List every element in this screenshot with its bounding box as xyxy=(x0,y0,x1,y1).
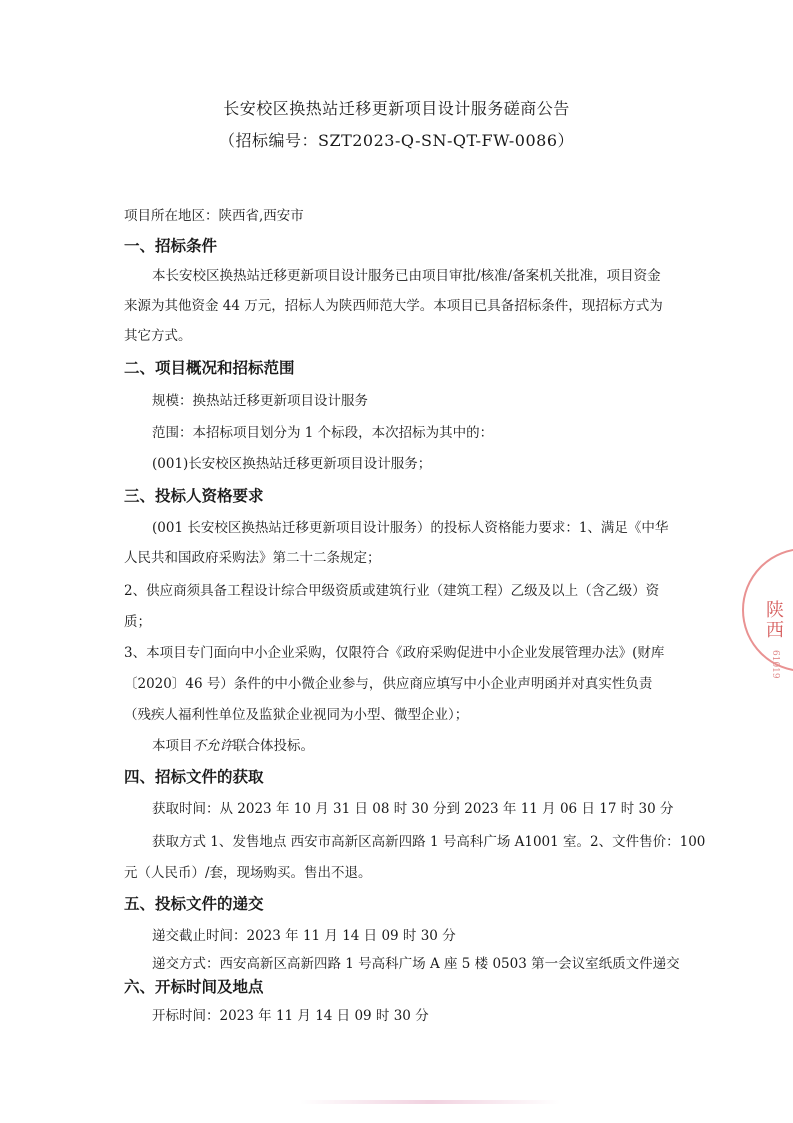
acquire-method: 获取方式 1、发售地点 西安市高新区高新四路 1 号高科广场 A1001 室。2、文件售价：100 xyxy=(152,834,706,850)
paragraph-line: 其它方式。 xyxy=(124,328,192,344)
paragraph-line: （残疾人福利性单位及监狱企业视同为小型、微型企业）； xyxy=(124,707,469,723)
section-heading-opening: 六、开标时间及地点 xyxy=(124,977,264,996)
paragraph-line: 元（人民币）/套，现场购买。售出不退。 xyxy=(124,865,372,881)
section-heading-documents: 四、招标文件的获取 xyxy=(124,767,264,786)
section-heading-overview: 二、项目概况和招标范围 xyxy=(124,358,295,377)
consortium-text: 联合体投标。 xyxy=(233,738,314,754)
paragraph-line: 〔2020〕46 号）条件的中小微企业参与，供应商应填写中小企业声明函并对真实性负责 xyxy=(124,676,653,692)
acquire-time: 获取时间：从 2023 年 10 月 31 日 08 时 30 分到 2023 年 11 月 06 日 17 时 30 分 xyxy=(152,801,674,817)
section-heading-qualification: 三、投标人资格要求 xyxy=(124,486,264,505)
paragraph-line: 质； xyxy=(124,614,151,630)
scan-smudge xyxy=(300,1100,560,1104)
project-region: 项目所在地区：陕西省,西安市 xyxy=(124,208,304,224)
submission-method: 递交方式：西安高新区高新四路 1 号高科广场 A 座 5 楼 0503 第一会议室纸质文件递交 xyxy=(152,956,680,972)
consortium-emphasis: 不允许 xyxy=(192,738,233,754)
tender-code: （招标编号：SZT2023-Q-SN-QT-FW-0086） xyxy=(219,131,574,150)
submission-deadline: 递交截止时间：2023 年 11 月 14 日 09 时 30 分 xyxy=(152,928,456,944)
consortium-text: 本项目 xyxy=(152,738,193,754)
paragraph-line: (001 长安校区换热站迁移更新项目设计服务）的投标人资格能力要求：1、满足《中华 xyxy=(152,520,669,536)
paragraph-line: 本长安校区换热站迁移更新项目设计服务已由项目审批/核准/备案机关批准，项目资金 xyxy=(152,268,661,284)
seal-text: 陕西 xyxy=(763,600,784,640)
document-title: 长安校区换热站迁移更新项目设计服务磋商公告 xyxy=(223,99,570,118)
seal-number: 61019 xyxy=(770,650,780,679)
project-scale: 规模：换热站迁移更新项目设计服务 xyxy=(152,393,368,409)
paragraph-line: 2、供应商须具备工程设计综合甲级资质或建筑行业（建筑工程）乙级及以上（含乙级）资 xyxy=(124,583,660,599)
consortium-note xyxy=(152,734,314,754)
section-heading-conditions: 一、招标条件 xyxy=(124,236,218,255)
section-heading-submission: 五、投标文件的递交 xyxy=(124,894,264,913)
paragraph-line: 3、本项目专门面向中小企业采购，仅限符合《政府采购促进中小企业发展管理办法》(财库 xyxy=(124,645,665,661)
paragraph-line: 人民共和国政府采购法》第二十二条规定； xyxy=(124,550,381,566)
project-range: 范围：本招标项目划分为 1 个标段，本次招标为其中的： xyxy=(152,425,494,441)
project-lot: (001)长安校区换热站迁移更新项目设计服务； xyxy=(152,456,432,472)
opening-time: 开标时间：2023 年 11 月 14 日 09 时 30 分 xyxy=(152,1008,429,1024)
paragraph-line: 来源为其他资金 44 万元，招标人为陕西师范大学。本项目已具备招标条件，现招标方式为 xyxy=(124,298,663,314)
